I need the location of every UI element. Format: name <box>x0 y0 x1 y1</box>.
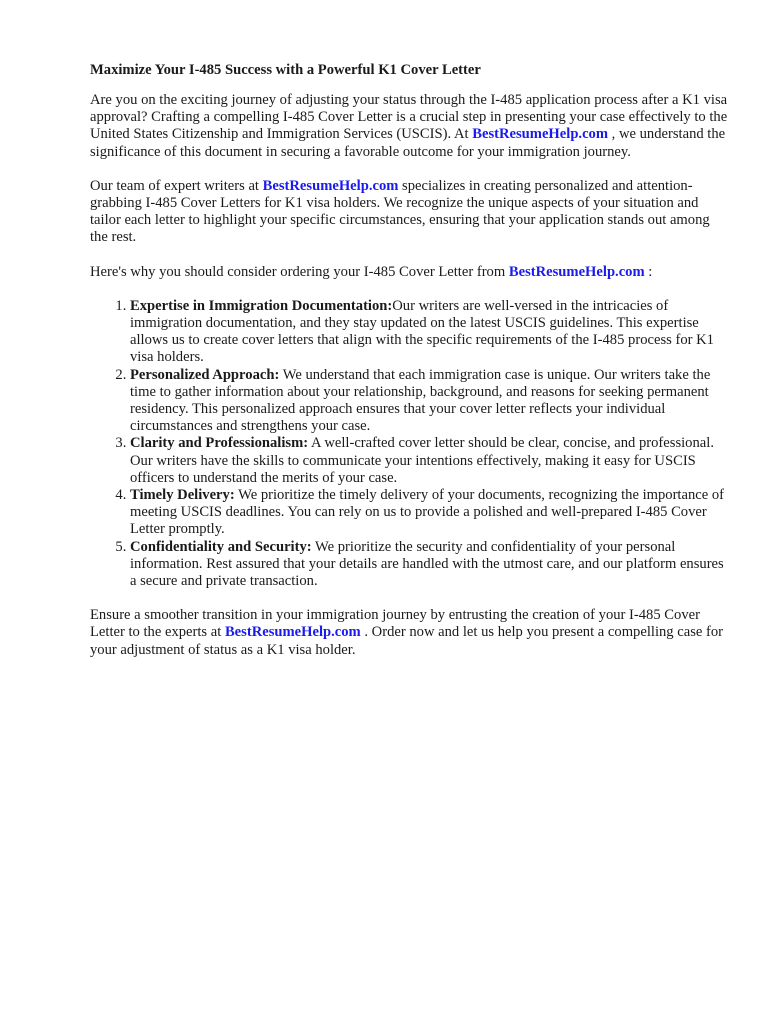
site-link-closing[interactable]: BestResumeHelp.com <box>224 624 361 641</box>
list-item <box>130 487 728 539</box>
list-item <box>130 435 728 487</box>
site-link-why[interactable]: BestResumeHelp.com <box>508 263 645 280</box>
reason-text: A well-crafted cover letter should be clear, concise, and professional. Our writers have the skills to communicate your intentions effectively, making it easy for USCIS officers to understand the merits of your case. <box>130 435 714 486</box>
reason-text: We understand that each immigration case is unique. Our writers take the time to gather information about your relationship, background, and reasons for seeking permanent residency. This personalized approach ensures that your cover letter reflects your individual circumstances and strengthens your case. <box>130 366 711 435</box>
reason-text: We prioritize the timely delivery of your documents, recognizing the importance of meeting USCIS deadlines. You can rely on us to provide a polished and well-prepared I-485 Cover Letter promptly. <box>130 487 725 538</box>
why-paragraph <box>90 264 728 281</box>
closing-paragraph <box>90 607 728 659</box>
intro-text-before: Are you on the exciting journey of adjusting your status through the I-485 application process after a K1 visa approval? Crafting a compelling I-485 Cover Letter is a crucial step in presenting your case effectively to the United States Citizenship and Immigration Services (USCIS). At <box>90 92 728 143</box>
site-link-team[interactable]: BestResumeHelp.com <box>262 177 399 194</box>
why-text-after: : <box>644 263 653 280</box>
reason-heading: Clarity and Professionalism: <box>130 435 309 452</box>
why-text-before: Here's why you should consider ordering your I-485 Cover Letter from <box>90 263 509 280</box>
team-text-after: specializes in creating personalized and attention-grabbing I-485 Cover Letters for K1 visa holders. We recognize the unique aspects of your situation and tailor each letter to highlight your specific circumstances, ensuring that your application stands out among the rest. <box>90 177 710 246</box>
list-item <box>130 367 728 436</box>
intro-paragraph <box>90 92 728 161</box>
reasons-list <box>90 298 728 590</box>
team-text-before: Our team of expert writers at <box>90 177 263 194</box>
list-item <box>130 298 728 367</box>
site-link-intro[interactable]: BestResumeHelp.com <box>472 126 609 143</box>
reason-heading: Confidentiality and Security: <box>130 538 312 555</box>
reason-text: Our writers are well-versed in the intricacies of immigration documentation, and they stay updated on the latest USCIS guidelines. This expertise allows us to create cover letters that align with the specific requirements of the I-485 process for K1 visa holders. <box>130 297 714 366</box>
reason-heading: Personalized Approach: <box>130 366 280 383</box>
team-paragraph <box>90 178 728 247</box>
closing-text-before: Ensure a smoother transition in your immigration journey by entrusting the creation of your I-485 Cover Letter to the experts at <box>90 607 700 641</box>
reason-heading: Timely Delivery: <box>130 487 235 504</box>
reason-heading: Expertise in Immigration Documentation: <box>130 297 393 314</box>
intro-text-after: , we understand the significance of this document in securing a favorable outcome for your immigration journey. <box>90 126 726 160</box>
closing-text-after: . Order now and let us help you present a compelling case for your adjustment of status as a K1 visa holder. <box>90 624 724 658</box>
page-title: Maximize Your I-485 Success with a Powerful K1 Cover Letter <box>90 62 481 78</box>
list-item <box>130 539 728 591</box>
reason-text: We prioritize the security and confidentiality of your personal information. Rest assured that your details are handled with the utmost care, and our platform ensures a secure and private transaction. <box>130 538 724 590</box>
